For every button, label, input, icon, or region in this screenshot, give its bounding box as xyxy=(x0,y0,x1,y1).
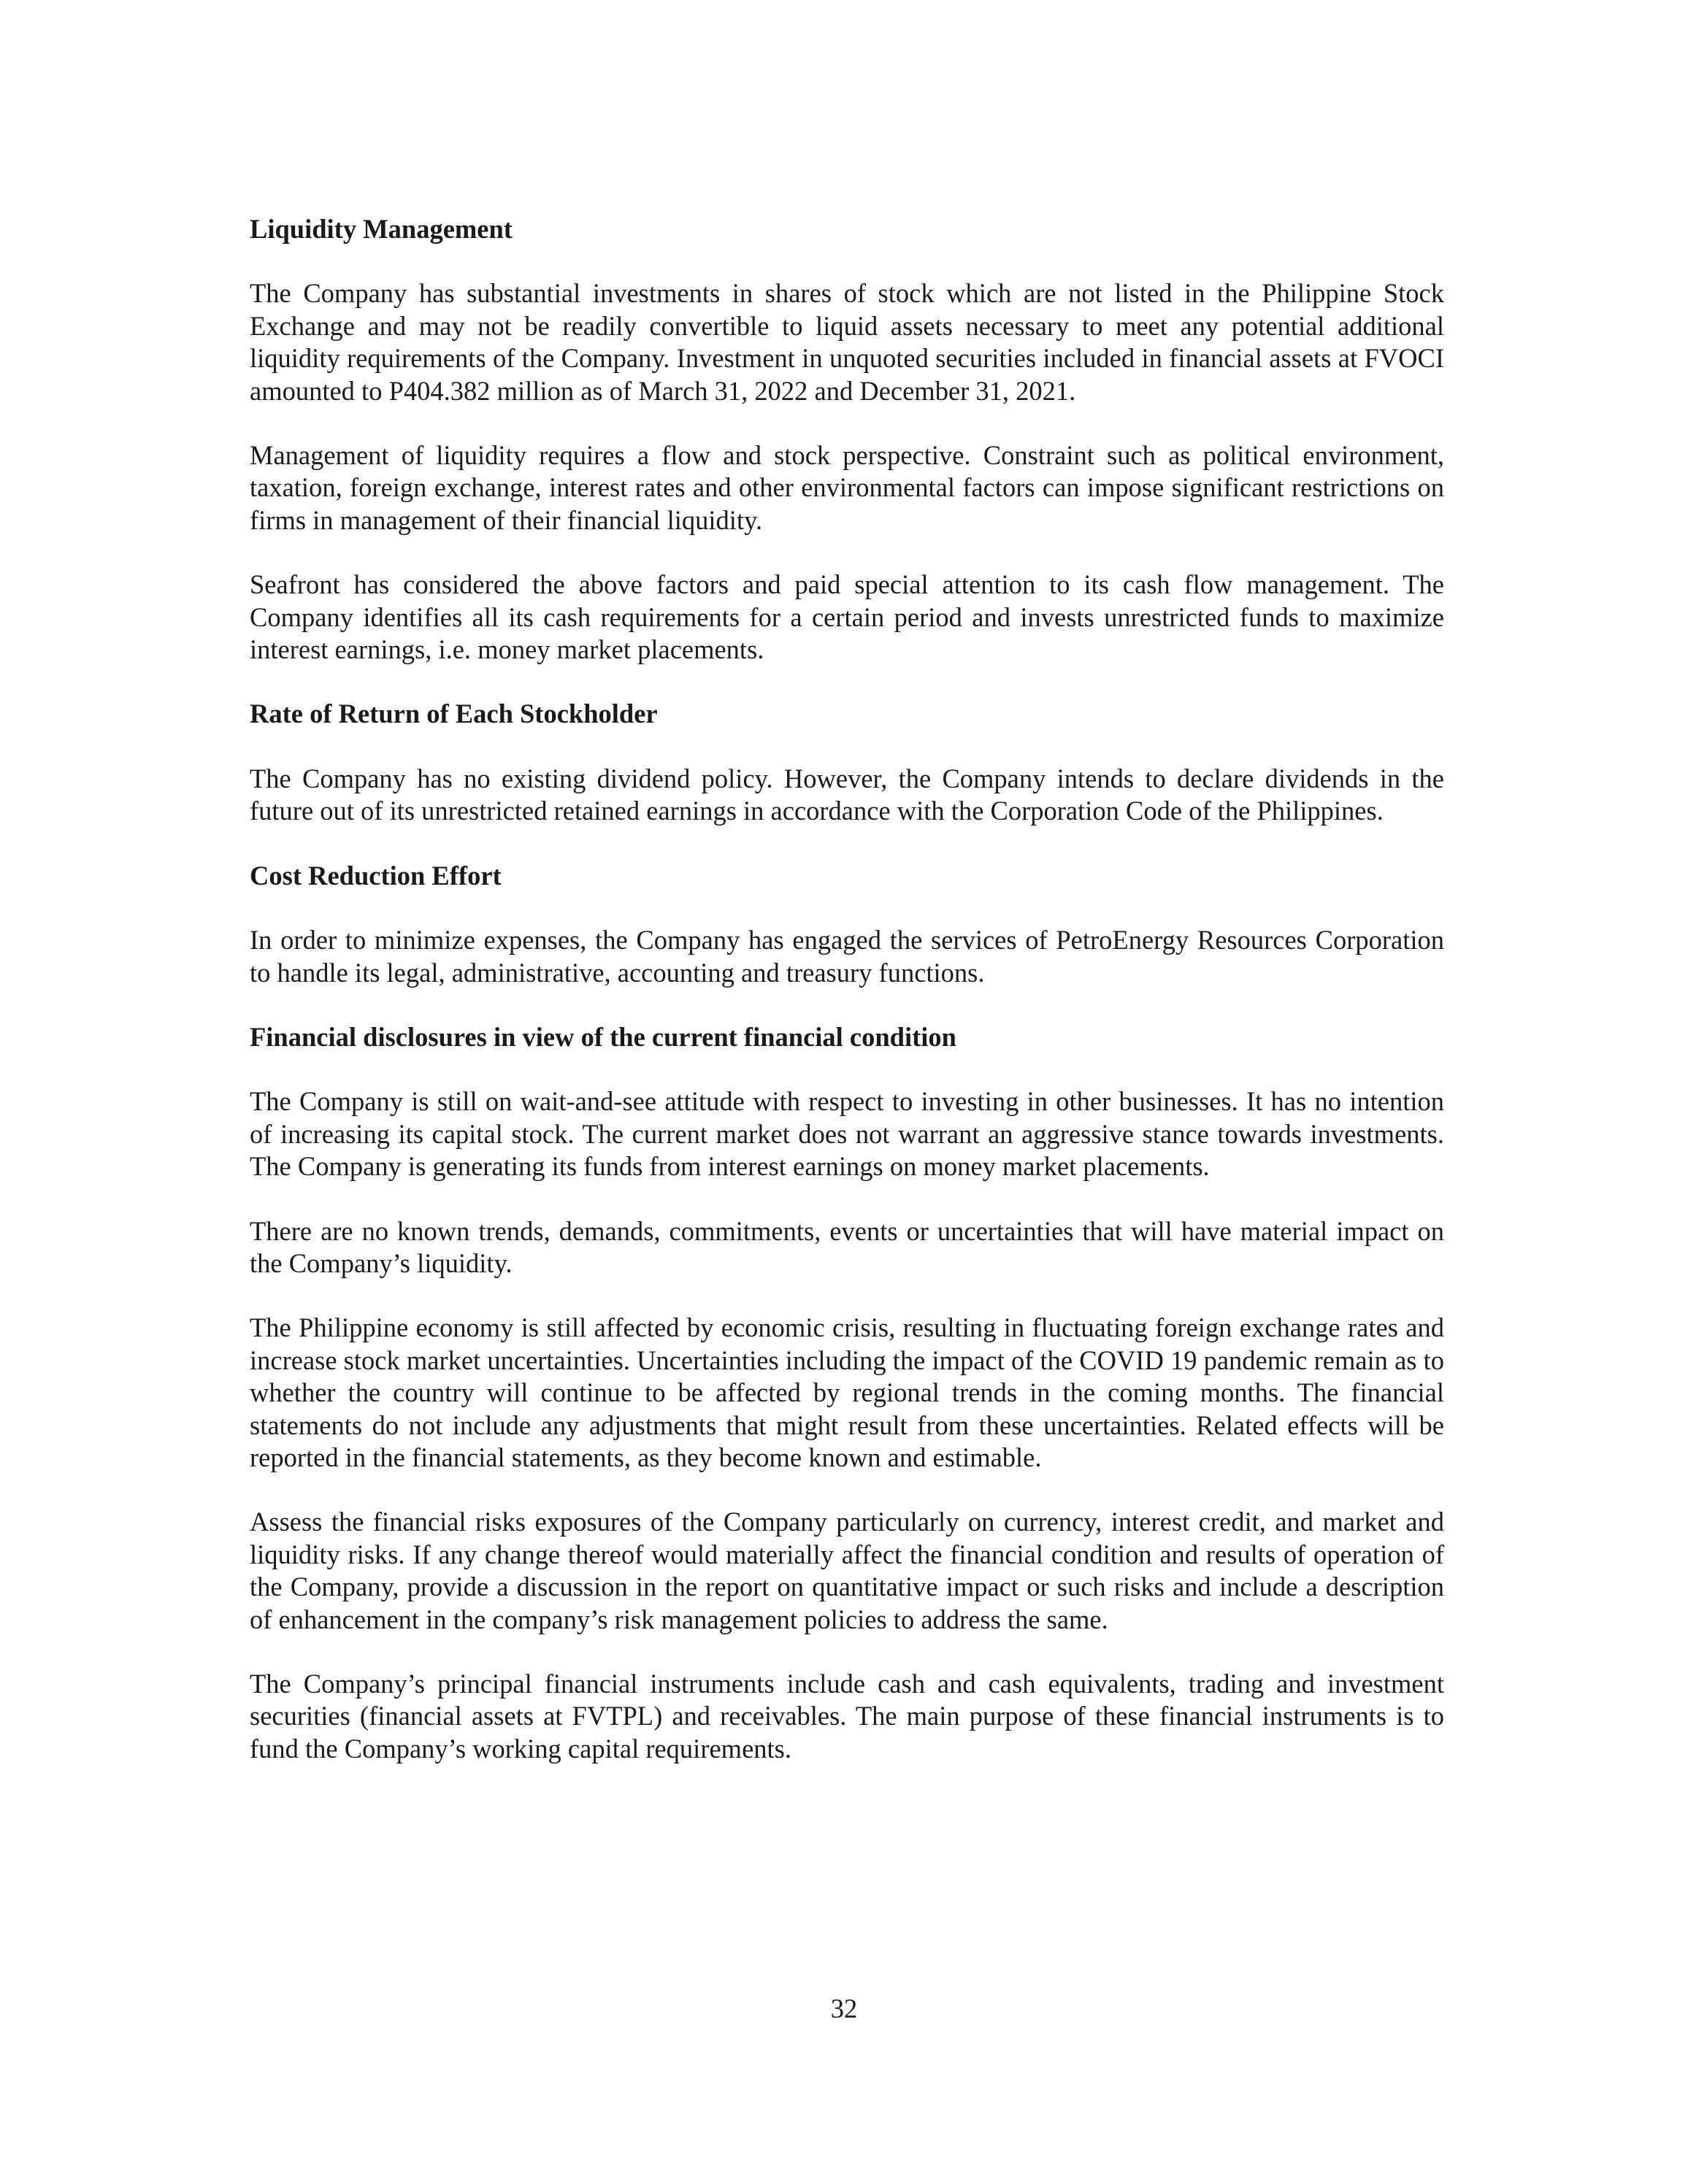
paragraph: The Company is still on wait-and-see attitude with respect to investing in other businesses. It has no intention of increasing its capital stock. The current market does not warrant an aggressive stance towards investments. The Company is generating its funds from interest earnings on money market placements. xyxy=(250,1086,1444,1182)
section-heading-cost-reduction: Cost Reduction Effort xyxy=(250,860,502,891)
paragraph: The Company has substantial investments in shares of stock which are not listed in the Philippine Stock Exchange and may not be readily convertible to liquid assets necessary to meet any potential additional liquidity requirements of the Company. Investment in unquoted securities included in financial assets at FVOCI amounted to P404.382 million as of March 31, 2022 and December 31, 2021. xyxy=(250,278,1444,406)
paragraph: The Philippine economy is still affected by economic crisis, resulting in fluctuating foreign exchange rates and increase stock market uncertainties. Uncertainties including the impact of the COVID 19 pandemic remain as to whether the country will continue to be affected by regional trends in the coming months. The financial statements do not include any adjustments that might result from these uncertainties. Related effects will be reported in the financial statements, as they become known and estimable. xyxy=(250,1312,1444,1472)
section-heading-rate-of-return: Rate of Return of Each Stockholder xyxy=(250,699,658,729)
paragraph: Management of liquidity requires a flow and stock perspective. Constraint such as political environment, taxation, foreign exchange, interest rates and other environmental factors can impose significant restrictions on firms in management of their financial liquidity. xyxy=(250,440,1444,535)
paragraph: Assess the financial risks exposures of the Company particularly on currency, interest credit, and market and liquidity risks. If any change thereof would materially affect the financial condition and results of operation of the Company, provide a discussion in the report on quantitative impact or such risks and include a description of enhancement in the company’s risk management policies to address the same. xyxy=(250,1507,1444,1634)
document-page xyxy=(250,213,1444,1797)
section-heading-financial-disclosures: Financial disclosures in view of the current financial condition xyxy=(250,1021,956,1052)
page-number: 32 xyxy=(830,1993,858,2023)
paragraph: Seafront has considered the above factors and paid special attention to its cash flow management. The Company identifies all its cash requirements for a certain period and invests unrestricted funds to maximize interest earnings, i.e. money market placements. xyxy=(250,569,1444,665)
paragraph: The Company has no existing dividend policy. However, the Company intends to declare dividends in the future out of its unrestricted retained earnings in accordance with the Corporation Code of the Philippines. xyxy=(250,763,1444,826)
paragraph: There are no known trends, demands, commitments, events or uncertainties that will have material impact on the Company’s liquidity. xyxy=(250,1215,1444,1278)
section-heading-liquidity-management: Liquidity Management xyxy=(250,214,513,244)
paragraph: The Company’s principal financial instruments include cash and cash equivalents, trading and investment securities (financial assets at FVTPL) and receivables. The main purpose of these financial instruments is to fund the Company’s working capital requirements. xyxy=(250,1669,1444,1764)
paragraph: In order to minimize expenses, the Company has engaged the services of PetroEnergy Resources Corporation to handle its legal, administrative, accounting and treasury functions. xyxy=(250,925,1444,988)
